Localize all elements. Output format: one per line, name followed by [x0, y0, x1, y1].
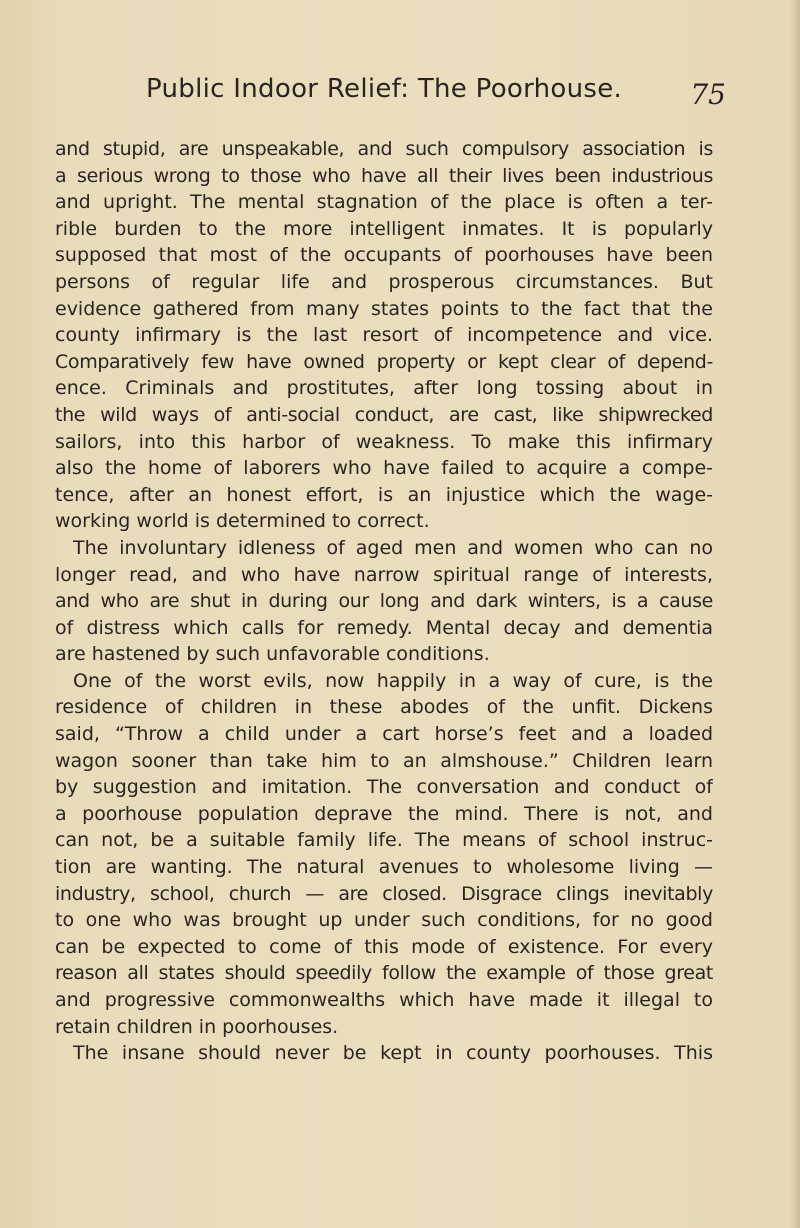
text-line: of distress which calls for remedy. Mental decay and dementia: [55, 616, 713, 639]
text-line: sailors, into this harbor of weakness. To make this infirmary: [55, 430, 713, 453]
text-line: can be expected to come of this mode of existence. For every: [55, 935, 713, 958]
text-line: tion are wanting. The natural avenues to wholesome living —: [55, 856, 713, 879]
text-line: industry, school, church — are closed. Disgrace clings inevitably: [55, 882, 713, 905]
text-line: Comparatively few have owned property or kept clear of depend-: [55, 350, 713, 373]
text-line: working world is determined to correct.: [55, 510, 430, 533]
text-line: a serious wrong to those who have all their lives been industrious: [55, 164, 713, 187]
text-line: The involuntary idleness of aged men and women who can no: [73, 536, 713, 559]
text-line: One of the worst evils, now happily in a way of cure, is the: [73, 669, 713, 692]
body-text: [55, 136, 713, 1067]
text-line: are hastened by such unfavorable conditions.: [55, 643, 490, 666]
text-line: by suggestion and imitation. The conversation and conduct of: [55, 776, 713, 799]
text-line: persons of regular life and prosperous circumstances. But: [55, 270, 713, 293]
text-line: longer read, and who have narrow spiritual range of interests,: [55, 563, 713, 586]
text-line: and progressive commonwealths which have made it illegal to: [55, 989, 713, 1011]
text-line: to one who was brought up under such conditions, for no good: [55, 909, 713, 932]
text-line: supposed that most of the occupants of poorhouses have been: [55, 244, 713, 267]
page-edge-shadow: [790, 0, 800, 1228]
text-line: a poorhouse population deprave the mind. There is not, and: [55, 802, 713, 825]
text-line: the wild ways of anti-social conduct, are cast, like shipwrecked: [55, 403, 713, 426]
running-head: Public Indoor Relief: The Poorhouse.: [146, 74, 623, 104]
text-line: residence of children in these abodes of the unfit. Dickens: [55, 696, 713, 719]
text-line: reason all states should speedily follow the example of those great: [55, 962, 713, 985]
text-line: retain children in poorhouses.: [55, 1015, 339, 1038]
page-header: [146, 74, 726, 114]
text-line: said, “Throw a child under a cart horse’s feet and a loaded: [55, 723, 713, 746]
text-line: and upright. The mental stagnation of the place is often a ter-: [55, 191, 713, 214]
text-line: The insane should never be kept in county poorhouses. This: [73, 1042, 713, 1065]
text-line: can not, be a suitable family life. The means of school instruc-: [55, 829, 713, 852]
text-line: county infirmary is the last resort of incompetence and vice.: [55, 324, 713, 347]
text-line: and who are shut in during our long and dark winters, is a cause: [55, 590, 713, 613]
text-line: rible burden to the more intelligent inmates. It is popularly: [55, 217, 713, 240]
text-line: tence, after an honest effort, is an injustice which the wage-: [55, 483, 713, 506]
text-line: evidence gathered from many states points to the fact that the: [55, 297, 713, 320]
text-line: wagon sooner than take him to an almshouse.” Children learn: [55, 749, 713, 772]
text-line: ence. Criminals and prostitutes, after long tossing about in: [55, 377, 713, 400]
text-line: also the home of laborers who have failed to acquire a compe-: [55, 457, 713, 480]
page-number: 75: [690, 78, 726, 111]
text-line: and stupid, are unspeakable, and such compulsory association is: [55, 138, 713, 160]
